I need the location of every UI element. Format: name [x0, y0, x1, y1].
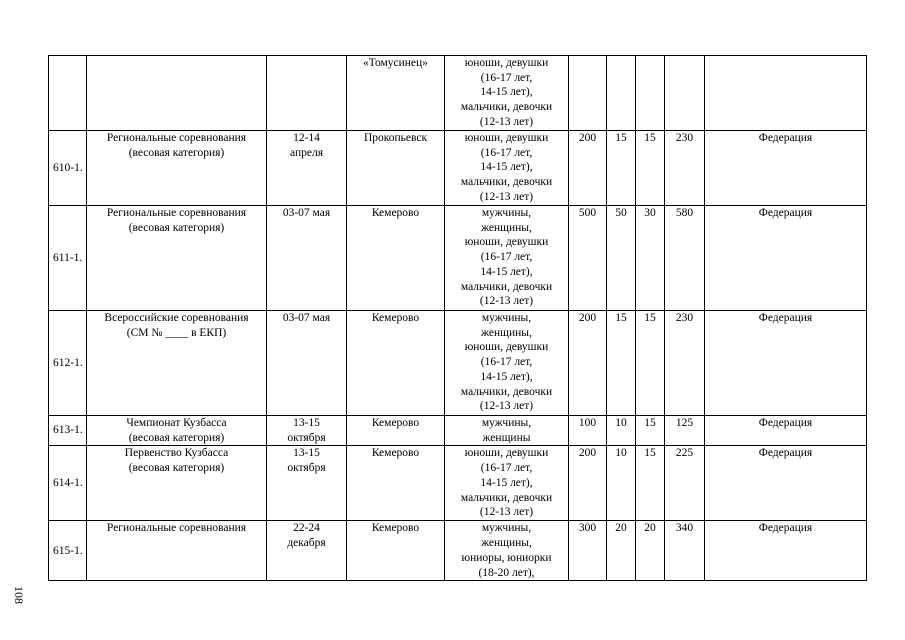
event-place-cell: Прокопьевск [347, 131, 445, 206]
row-number-cell: 610-1. [49, 131, 87, 206]
event-date-cell: 03-07 мая [267, 311, 347, 416]
organizer-cell: Федерация [705, 131, 867, 206]
count-3-cell: 20 [636, 521, 665, 581]
count-3-cell: 15 [636, 416, 665, 446]
event-place-cell: Кемерово [347, 416, 445, 446]
event-date-cell: 22-24 декабря [267, 521, 347, 581]
events-table [48, 55, 867, 581]
table-row [49, 131, 867, 206]
row-number-cell: 614-1. [49, 446, 87, 521]
organizer-cell: Федерация [705, 521, 867, 581]
table-row [49, 206, 867, 311]
table-row [49, 416, 867, 446]
event-name-cell: Региональные соревнования [87, 521, 267, 581]
count-3-cell: 15 [636, 131, 665, 206]
total-count-cell: 580 [665, 206, 705, 311]
event-date-cell [267, 56, 347, 131]
event-place-cell: Кемерово [347, 446, 445, 521]
total-count-cell: 125 [665, 416, 705, 446]
event-place-cell: Кемерово [347, 206, 445, 311]
organizer-cell: Федерация [705, 446, 867, 521]
row-number-cell: 613-1. [49, 416, 87, 446]
events-table-body [49, 56, 867, 581]
event-name-cell: Региональные соревнования (весовая категория) [87, 206, 267, 311]
count-1-cell: 200 [569, 131, 607, 206]
count-3-cell [636, 56, 665, 131]
row-number-cell: 612-1. [49, 311, 87, 416]
event-date-cell: 13-15 октября [267, 446, 347, 521]
total-count-cell: 230 [665, 131, 705, 206]
event-place-cell: «Томусинец» [347, 56, 445, 131]
total-count-cell: 225 [665, 446, 705, 521]
organizer-cell: Федерация [705, 416, 867, 446]
event-name-cell: Региональные соревнования (весовая категория) [87, 131, 267, 206]
total-count-cell: 230 [665, 311, 705, 416]
count-2-cell: 10 [607, 446, 636, 521]
participants-cell: мужчины, женщины, юноши, девушки (16-17 лет, 14-15 лет), мальчики, девочки (12-13 лет) [445, 206, 569, 311]
total-count-cell [665, 56, 705, 131]
count-1-cell: 200 [569, 446, 607, 521]
participants-cell: мужчины, женщины, юноши, девушки (16-17 лет, 14-15 лет), мальчики, девочки (12-13 лет) [445, 311, 569, 416]
event-name-cell: Всероссийские соревнования (СМ № ____ в ЕКП) [87, 311, 267, 416]
participants-cell: юноши, девушки (16-17 лет, 14-15 лет), мальчики, девочки (12-13 лет) [445, 446, 569, 521]
table-row [49, 56, 867, 131]
table-row [49, 311, 867, 416]
count-2-cell: 50 [607, 206, 636, 311]
count-2-cell: 20 [607, 521, 636, 581]
participants-cell: мужчины, женщины [445, 416, 569, 446]
count-3-cell: 15 [636, 446, 665, 521]
event-place-cell: Кемерово [347, 521, 445, 581]
count-3-cell: 15 [636, 311, 665, 416]
organizer-cell [705, 56, 867, 131]
table-row [49, 521, 867, 581]
total-count-cell: 340 [665, 521, 705, 581]
count-2-cell: 15 [607, 311, 636, 416]
participants-cell: юноши, девушки (16-17 лет, 14-15 лет), мальчики, девочки (12-13 лет) [445, 56, 569, 131]
count-1-cell: 100 [569, 416, 607, 446]
event-name-cell [87, 56, 267, 131]
count-2-cell: 10 [607, 416, 636, 446]
event-date-cell: 13-15 октября [267, 416, 347, 446]
count-3-cell: 30 [636, 206, 665, 311]
participants-cell: юноши, девушки (16-17 лет, 14-15 лет), мальчики, девочки (12-13 лет) [445, 131, 569, 206]
organizer-cell: Федерация [705, 206, 867, 311]
participants-cell: мужчины, женщины, юниоры, юниорки (18-20 лет), [445, 521, 569, 581]
event-place-cell: Кемерово [347, 311, 445, 416]
count-1-cell [569, 56, 607, 131]
organizer-cell: Федерация [705, 311, 867, 416]
count-1-cell: 200 [569, 311, 607, 416]
page-number: 108 [12, 586, 26, 604]
event-name-cell: Чемпионат Кузбасса (весовая категория) [87, 416, 267, 446]
row-number-cell: 615-1. [49, 521, 87, 581]
row-number-cell [49, 56, 87, 131]
event-name-cell: Первенство Кузбасса (весовая категория) [87, 446, 267, 521]
count-2-cell [607, 56, 636, 131]
table-row [49, 446, 867, 521]
event-date-cell: 12-14 апреля [267, 131, 347, 206]
count-1-cell: 300 [569, 521, 607, 581]
count-1-cell: 500 [569, 206, 607, 311]
event-date-cell: 03-07 мая [267, 206, 347, 311]
count-2-cell: 15 [607, 131, 636, 206]
row-number-cell: 611-1. [49, 206, 87, 311]
